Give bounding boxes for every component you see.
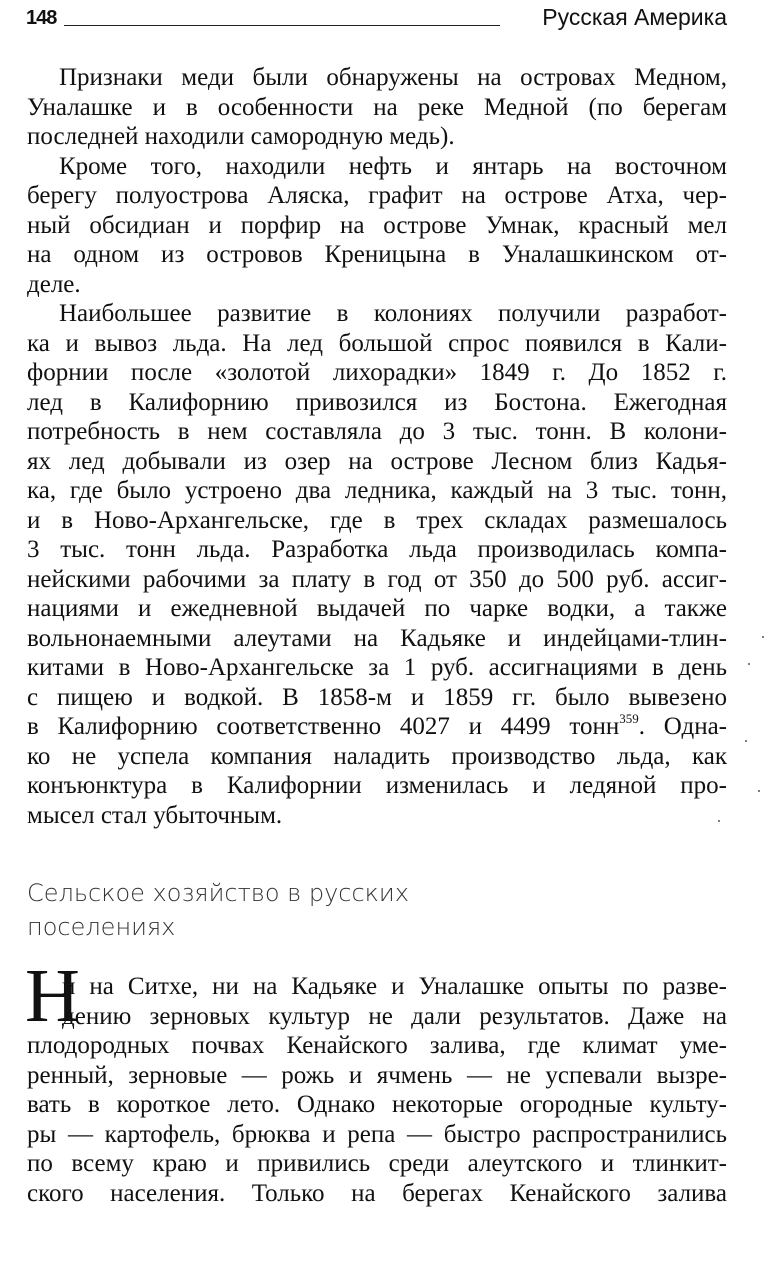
scan-speck <box>762 636 764 638</box>
line-text: вольнонаемными алеутами на Кадьяке и индейцами-тлин- <box>27 624 727 652</box>
text-line <box>27 93 727 123</box>
text-line <box>27 358 727 388</box>
section-text-line <box>62 1002 727 1032</box>
text-line <box>27 329 727 359</box>
text-line <box>27 683 727 713</box>
text-line <box>27 506 727 536</box>
text-line <box>27 712 727 742</box>
line-text: ренный, зерновые — рожь и ячмень — не успевали вызре- <box>27 1061 727 1089</box>
text-line <box>59 63 727 93</box>
text-line <box>27 388 727 418</box>
scan-speck <box>748 663 750 665</box>
line-text: по всему краю и привились среди алеутского и тлинкит- <box>27 1150 727 1177</box>
scan-speck <box>718 820 720 822</box>
text-line <box>27 565 727 595</box>
text-line <box>27 742 727 772</box>
line-text: вать в короткое лето. Однако некоторые огородные культу- <box>27 1091 727 1118</box>
line-text: и на Ситхе, ни на Кадьяке и Уналашке опыты по разве- <box>62 973 727 1000</box>
line-text: с пищею и водкой. В 1858-м и 1859 гг. было вывезено <box>27 683 727 711</box>
line-text: плодородных почвах Кенайского залива, где климат уме- <box>27 1032 727 1059</box>
line-text: Наибольшее развитие в колониях получили разработ- <box>59 300 727 327</box>
line-text: лед в Калифорнию привозился из Бостона. Ежегодная <box>27 388 727 416</box>
text-line <box>27 181 727 211</box>
section-text-line <box>27 1061 727 1091</box>
text-line <box>27 417 727 447</box>
line-text: Признаки меди были обнаружены на островах Медном, <box>59 64 727 91</box>
line-text: . Одна- <box>638 713 727 740</box>
line-text: конъюнктура в Калифорнии изменилась и ледяной про- <box>27 772 727 799</box>
section-text-line <box>27 1090 727 1120</box>
section-text-line <box>27 1031 727 1061</box>
line-text: Кроме того, находили нефть и янтарь на восточном <box>59 152 727 180</box>
text-line <box>27 240 727 270</box>
line-text: мысел стал убыточным. <box>27 801 283 829</box>
line-text: 3 тыс. тонн льда. Разработка льда производилась компа- <box>27 536 727 563</box>
line-text: дению зерновых культур не дали результатов. Даже на <box>62 1002 727 1030</box>
line-text: и в Ново-Архангельске, где в трех складах размешалось <box>27 506 727 534</box>
section-heading-line-1: Сельское хозяйство в русских <box>27 879 409 907</box>
text-line <box>27 122 727 152</box>
section-text-line <box>27 1120 727 1150</box>
text-line <box>27 447 727 477</box>
section-text-line <box>27 1149 727 1179</box>
text-line <box>27 535 727 565</box>
section-text-line <box>62 972 727 1002</box>
line-text: ры — картофель, брюква и репа — быстро распространились <box>27 1120 727 1148</box>
line-text: нейскими рабочими за плату в год от 350 до 500 руб. ассиг- <box>27 565 727 593</box>
scan-speck <box>745 740 747 742</box>
text-line <box>27 594 727 624</box>
text-line <box>27 653 727 683</box>
page-number: 148 <box>26 7 57 29</box>
drop-cap: Н <box>25 954 80 1038</box>
text-line <box>59 152 727 182</box>
line-text: последней находили самородную медь). <box>27 123 455 150</box>
text-line <box>27 801 727 831</box>
line-text: ный обсидиан и порфир на острове Умнак, красный мел <box>27 211 727 239</box>
line-text: китами в Ново-Архангельске за 1 руб. ассигнациями в день <box>27 654 727 681</box>
line-text: берегу полуострова Аляска, графит на острове Атха, чер- <box>27 182 727 209</box>
line-text: ка и вывоз льда. На лед большой спрос появился в Кали- <box>27 329 727 357</box>
text-line <box>27 211 727 241</box>
text-line <box>27 476 727 506</box>
line-text: деле. <box>27 270 81 298</box>
line-text: на одном из островов Креницына в Уналашкинском от- <box>27 241 727 268</box>
line-text: ка, где было устроено два ледника, каждый на 3 тыс. тонн, <box>27 477 727 504</box>
section-text-line <box>27 1179 727 1209</box>
header-rule <box>64 25 500 26</box>
scan-speck <box>758 790 760 792</box>
text-line <box>27 270 727 300</box>
line-text: ко не успела компания наладить производство льда, как <box>27 742 727 770</box>
text-line <box>27 771 727 801</box>
footnote-ref: 359 <box>619 711 639 726</box>
line-text: форнии после «золотой лихорадки» 1849 г. До 1852 г. <box>27 359 727 386</box>
line-text: нациями и ежедневной выдачей по чарке водки, а также <box>27 595 727 622</box>
running-title: Русская Америка <box>542 4 727 30</box>
text-line <box>59 299 727 329</box>
line-text: потребность в нем составляла до 3 тыс. тонн. В колони- <box>27 418 727 445</box>
line-text: ях лед добывали из озер на острове Лесном близ Кадья- <box>27 447 727 475</box>
line-text: Уналашке и в особенности на реке Медной (по берегам <box>27 93 727 121</box>
section-heading-line-2: поселениях <box>27 913 176 941</box>
line-text: ского населения. Только на берегах Кенайского залива <box>27 1179 727 1207</box>
line-text: в Калифорнию соответственно 4027 и 4499 тонн <box>27 713 620 740</box>
text-line <box>27 624 727 654</box>
